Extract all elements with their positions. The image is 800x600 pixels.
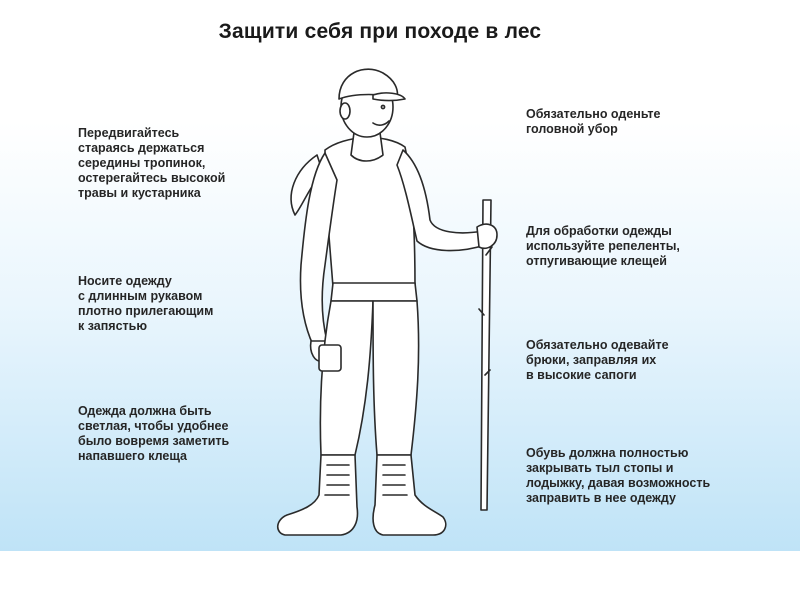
tip-tuck-trousers: Обязательно одевайте брюки, заправляя их в высокие сапоги [526,338,669,382]
right-trouser-leg [373,301,419,455]
tip-stay-on-path: Передвигайтесь стараясь держаться середины тропинок, остерегайтесь высокой травы и кустарника [78,126,226,200]
ear [340,103,350,119]
right-hand [477,224,497,248]
tip-wear-hat: Обязательно оденьте головной убор [526,107,661,136]
belt [331,283,417,301]
tip-closed-footwear: Обувь должна полностью закрывать тыл стопы и лодыжку, давая возможность заправить в нее одежду [526,446,711,505]
left-trouser-leg [320,301,373,455]
tip-light-clothing: Одежда должна быть светлая, чтобы удобнее было вовремя заметить напавшего клеща [78,404,230,463]
tip-long-sleeves: Носите одежду с длинным рукавом плотно прилегающим к запястью [78,274,214,333]
hiker-illustration [255,55,525,545]
cap-visor [373,93,405,101]
tip-use-repellents: Для обработки одежды используйте репеленты, отпугивающие клещей [526,224,680,268]
poster-title: Защити себя при походе в лес [218,20,542,43]
face-eye [381,105,384,108]
belt-pouch [319,345,341,371]
